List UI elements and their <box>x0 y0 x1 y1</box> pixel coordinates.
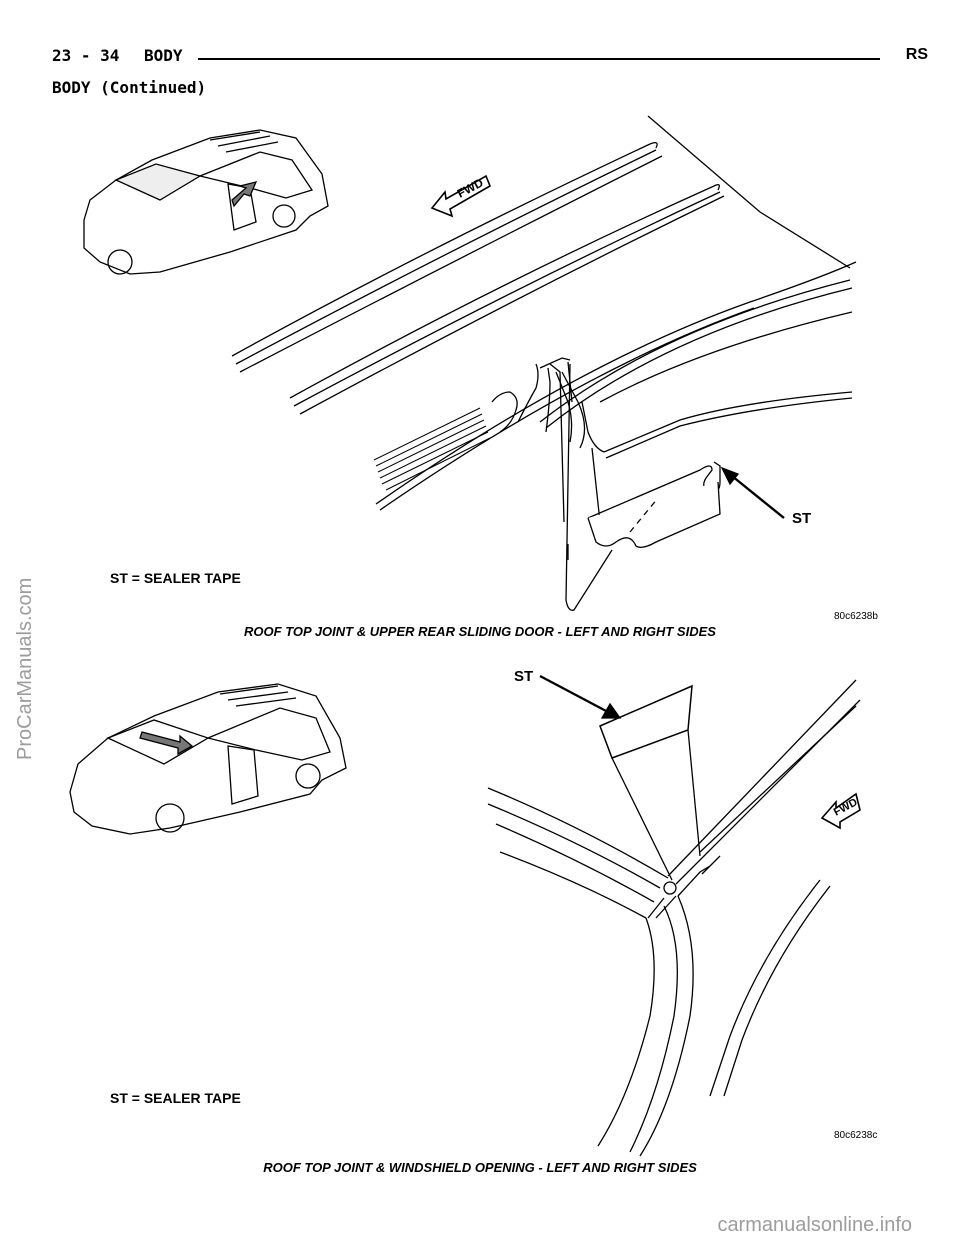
legend: ST = SEALER TAPE <box>110 1090 241 1106</box>
watermark-left: ProCarManuals.com <box>14 577 36 760</box>
section-title: BODY <box>144 46 183 65</box>
van-inset-icon <box>70 684 346 834</box>
van-inset-icon <box>84 130 328 274</box>
roof-windshield-illustration <box>60 656 910 1158</box>
figure-caption: ROOF TOP JOINT & UPPER REAR SLIDING DOOR - LEFT AND RIGHT SIDES <box>244 624 716 639</box>
figure-roof-windshield <box>60 656 910 1158</box>
manual-code: RS <box>905 46 928 63</box>
st-callout: ST <box>792 510 812 527</box>
continued-heading: BODY (Continued) <box>52 78 207 97</box>
watermark-bottom: carmanualsonline.info <box>717 1214 912 1236</box>
fwd-label: FWD <box>454 175 486 201</box>
figure-id: 80c6238c <box>834 1130 878 1141</box>
figure-id: 80c6238b <box>834 611 878 622</box>
page-header <box>48 44 928 68</box>
fwd-label: FWD <box>831 796 860 819</box>
figure-roof-rear-door <box>60 102 910 622</box>
st-callout: ST <box>514 668 534 685</box>
figure-caption: ROOF TOP JOINT & WINDSHIELD OPENING - LEFT AND RIGHT SIDES <box>263 1160 697 1175</box>
legend: ST = SEALER TAPE <box>110 570 241 586</box>
page-number: 23 - 34 <box>52 46 120 65</box>
roof-rear-door-illustration <box>60 102 910 622</box>
header-rule <box>198 58 880 60</box>
